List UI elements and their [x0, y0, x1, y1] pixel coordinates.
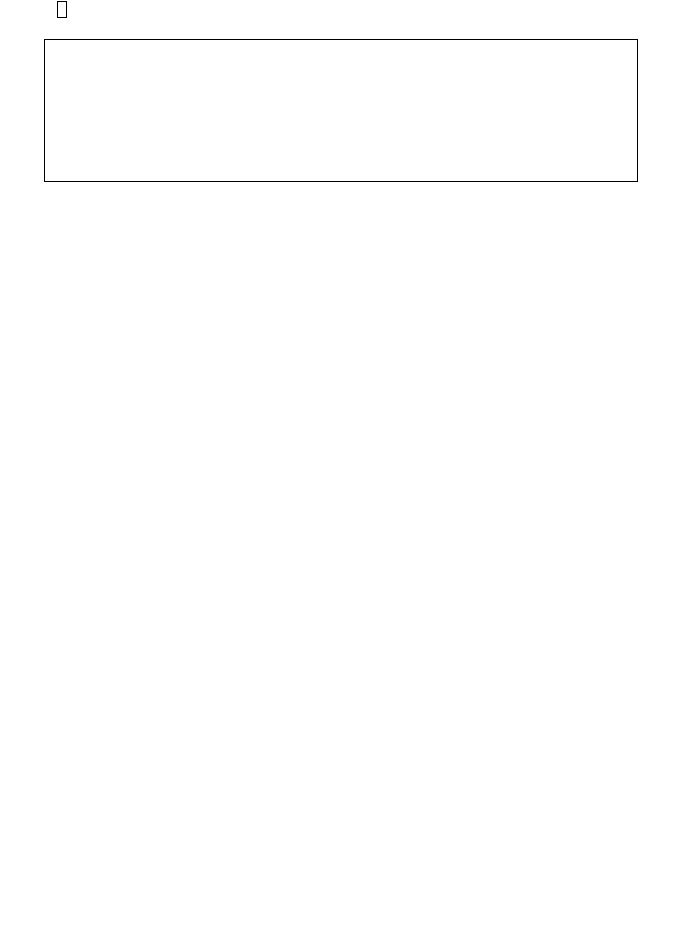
schedule-box	[44, 39, 638, 182]
day-label	[57, 1, 67, 18]
